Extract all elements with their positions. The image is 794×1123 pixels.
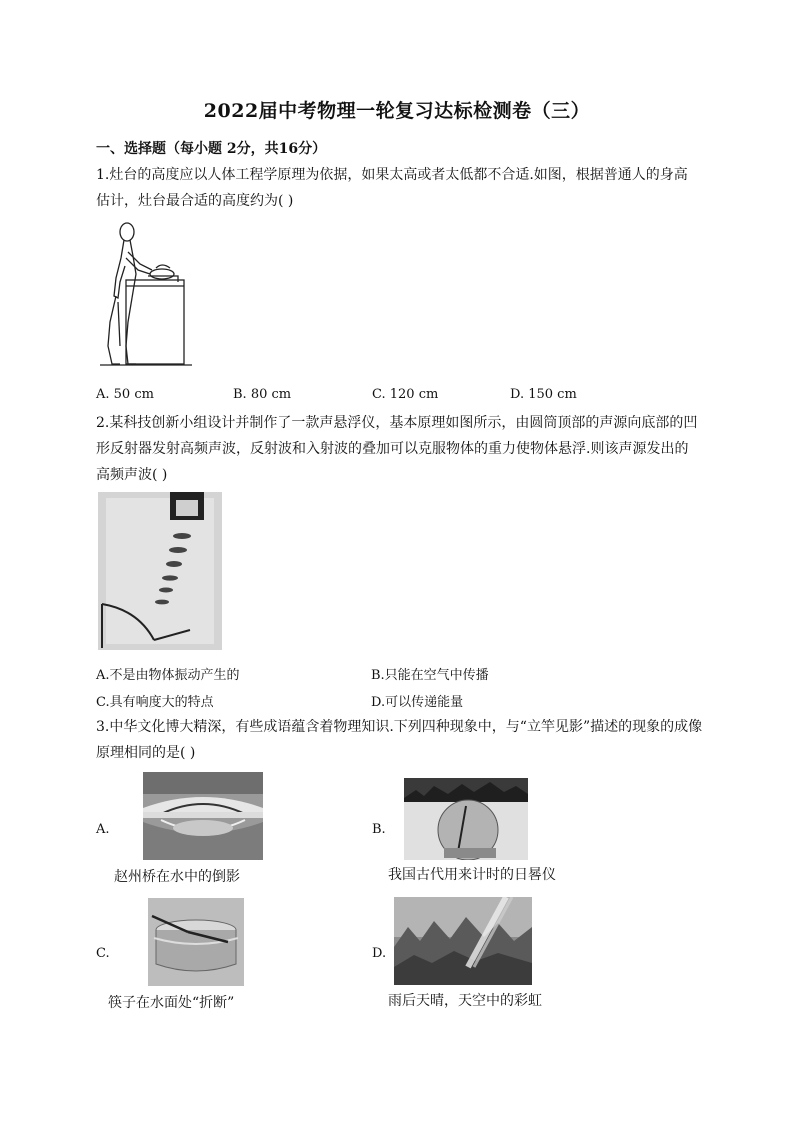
question-3-line-1: 3.中华文化博大精深，有些成语蕴含着物理知识.下列四种现象中，与“立竿见影”描述的现象的成像 <box>96 719 703 735</box>
section-heading: 一、选择题（每小题 2分，共16分） <box>96 141 327 157</box>
q1-option-d: D. 150 cm <box>510 387 577 402</box>
page-title: 2022届中考物理一轮复习达标检测卷（三） <box>203 100 591 122</box>
q2-option-a: A.不是由物体振动产生的 <box>96 668 240 683</box>
q2-option-b: B.只能在空气中传播 <box>371 668 489 683</box>
q1-option-c: C. 120 cm <box>372 387 439 402</box>
question-2-text <box>96 410 706 488</box>
question-2-line-3: 高频声波( ) <box>96 467 168 483</box>
stove-person-figure <box>100 218 192 368</box>
q3-option-b-letter: B. <box>372 822 386 837</box>
question-2-line-1: 2.某科技创新小组设计并制作了一款声悬浮仪，基本原理如图所示，由圆筒顶部的声源向底部的凹 <box>96 415 698 431</box>
question-1-line-2: 估计，灶台最合适的高度约为( ) <box>96 193 294 209</box>
q3-option-c-caption: 筷子在水面处“折断” <box>108 995 235 1011</box>
chopsticks-in-water-photo <box>148 898 244 986</box>
q1-option-a: A. 50 cm <box>96 387 154 402</box>
bridge-reflection-photo <box>143 772 263 860</box>
q3-option-a-letter: A. <box>96 822 110 837</box>
q2-option-c: C.具有响度大的特点 <box>96 695 214 710</box>
q3-option-d-letter: D. <box>372 946 387 961</box>
question-3-text <box>96 714 706 766</box>
question-1-text <box>96 162 706 214</box>
sundial-photo <box>404 778 528 860</box>
q1-option-b: B. 80 cm <box>233 387 292 402</box>
acoustic-levitator-photo <box>98 492 222 650</box>
q3-option-b-caption: 我国古代用来计时的日晷仪 <box>388 867 556 883</box>
rainbow-photo <box>394 897 532 985</box>
question-2-line-2: 形反射器发射高频声波，反射波和入射波的叠加可以克服物体的重力使物体悬浮.则该声源发出的 <box>96 441 689 457</box>
question-1-line-1: 1.灶台的高度应以人体工程学原理为依据，如果太高或者太低都不合适.如图，根据普通人的身高 <box>96 167 688 183</box>
q2-option-d: D.可以传递能量 <box>371 695 464 710</box>
question-3-line-2: 原理相同的是( ) <box>96 745 196 761</box>
q3-option-a-caption: 赵州桥在水中的倒影 <box>114 869 240 885</box>
q3-option-d-caption: 雨后天晴，天空中的彩虹 <box>388 993 542 1009</box>
q3-option-c-letter: C. <box>96 946 110 961</box>
